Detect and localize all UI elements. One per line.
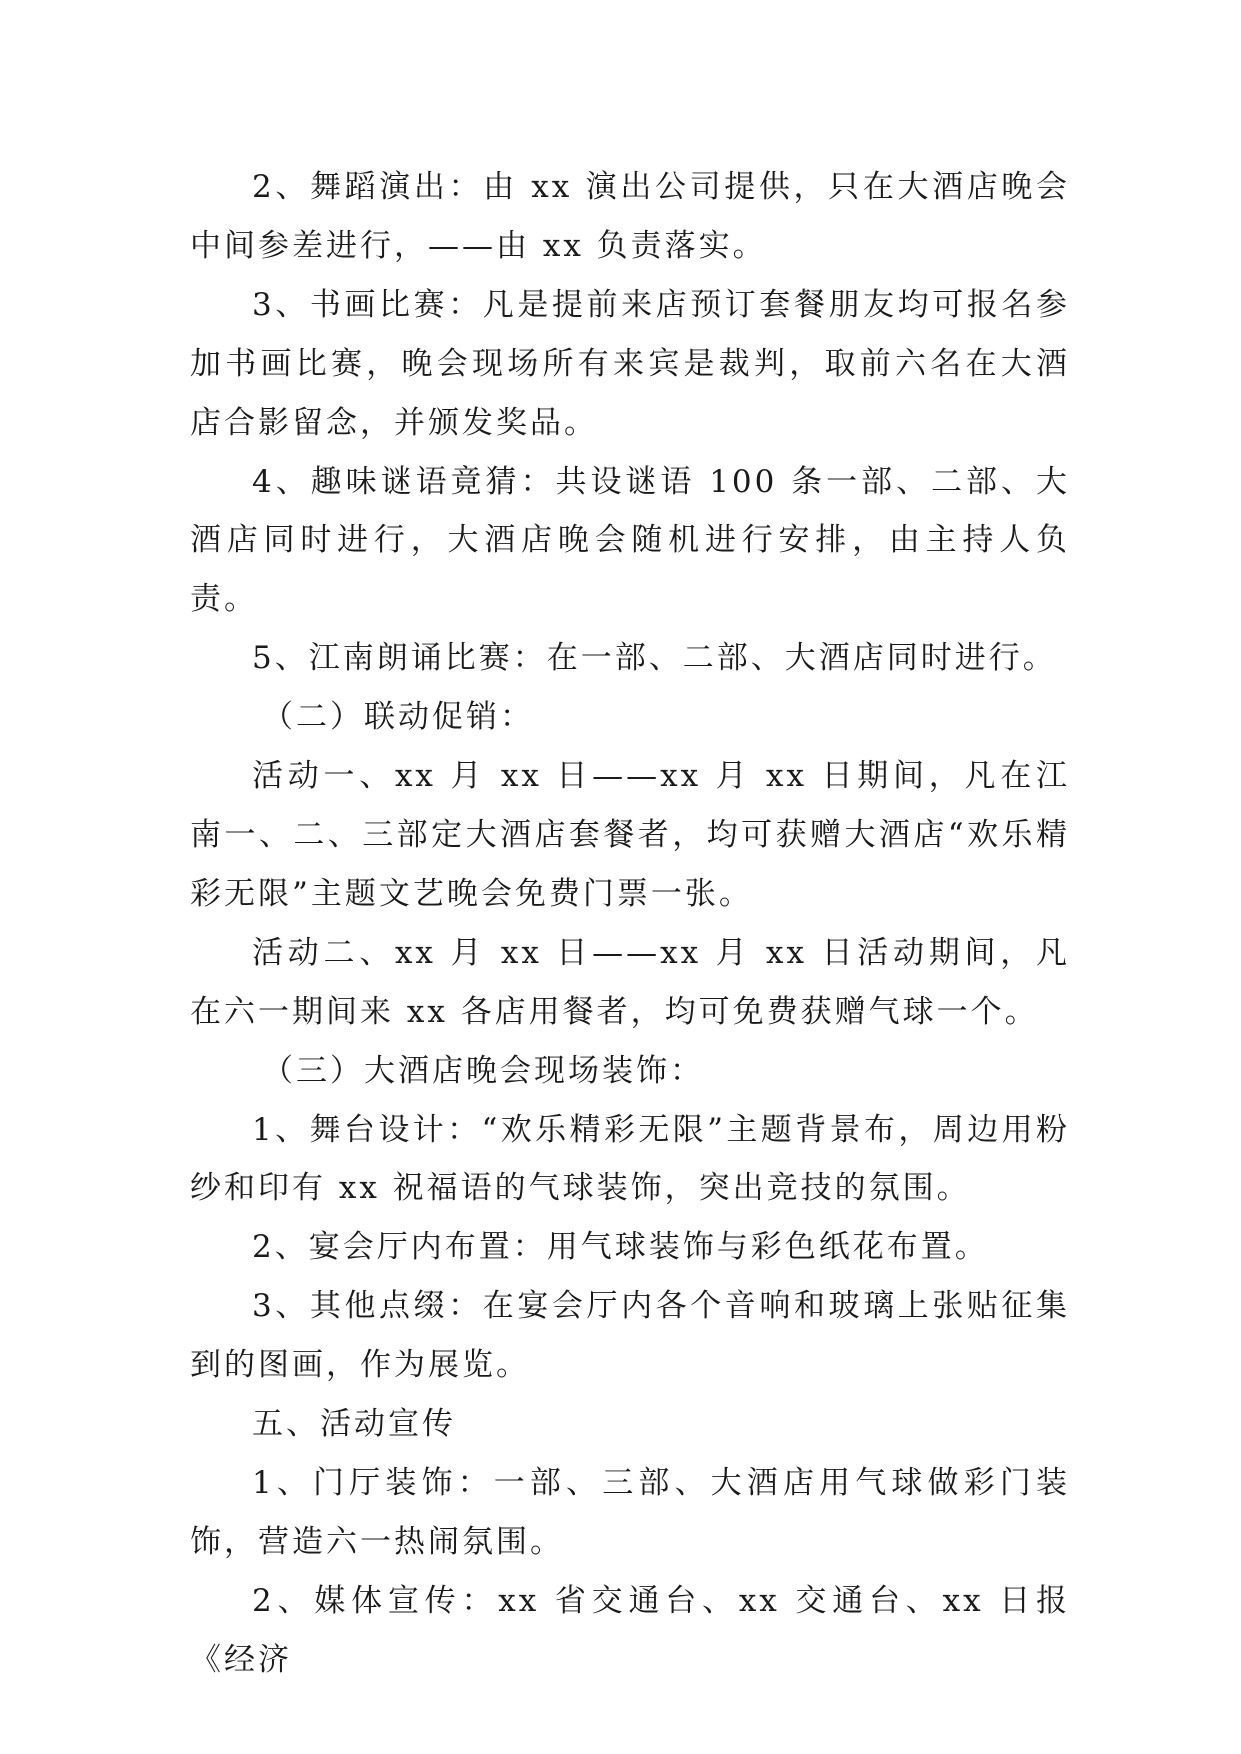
paragraph-stage-design: 1、舞台设计：“欢乐精彩无限”主题背景布，周边用粉纱和印有 xx 祝福语的气球装饰，突出竞技的氛围。 (190, 1111, 1070, 1207)
paragraph-media-publicity: 2、媒体宣传：xx 省交通台、xx 交通台、xx 日报《经济 (190, 1582, 1070, 1678)
section-heading-publicity: 五、活动宣传 (252, 1406, 456, 1443)
paragraph-dance-performance: 2、舞蹈演出：由 xx 演出公司提供，只在大酒店晚会中间参差进行，——由 xx 负责落实。 (190, 169, 1070, 264)
paragraph-lobby-decoration: 1、门厅装饰：一部、三部、大酒店用气球做彩门装饰，营造六一热闹氛围。 (190, 1464, 1070, 1560)
paragraph-riddle-contest: 4、趣味谜语竟猜：共设谜语 100 条一部、二部、大酒店同时进行，大酒店晚会随机进行安排，由主持人负责。 (190, 463, 1070, 618)
paragraph-hall-layout: 2、宴会厅内布置：用气球装饰与彩色纸花布置。 (252, 1229, 989, 1266)
paragraph-calligraphy-contest: 3、书画比赛：凡是提前来店预订套餐朋友均可报名参加书画比赛，晚会现场所有来宾是裁判，取前六名在大酒店合影留念，并颁发奖品。 (190, 286, 1070, 441)
paragraph-other-decorations: 3、其他点缀：在宴会厅内各个音响和玻璃上张贴征集到的图画，作为展览。 (190, 1288, 1070, 1384)
section-heading-venue-decoration: （三）大酒店晚会现场装饰： (262, 1052, 704, 1089)
document-body (190, 158, 1070, 1690)
paragraph-promotion-one: 活动一、xx 月 xx 日——xx 月 xx 日期间，凡在江南一、二、三部定大酒店套餐者，均可获赠大酒店“欢乐精彩无限”主题文艺晚会免费门票一张。 (190, 758, 1070, 912)
section-heading-joint-promotion: （二）联动促销： (262, 699, 534, 736)
paragraph-recitation-contest: 5、江南朗诵比赛：在一部、二部、大酒店同时进行。 (252, 640, 1057, 677)
paragraph-promotion-two: 活动二、xx 月 xx 日——xx 月 xx 日活动期间，凡在六一期间来 xx 各店用餐者，均可免费获赠气球一个。 (190, 934, 1070, 1030)
